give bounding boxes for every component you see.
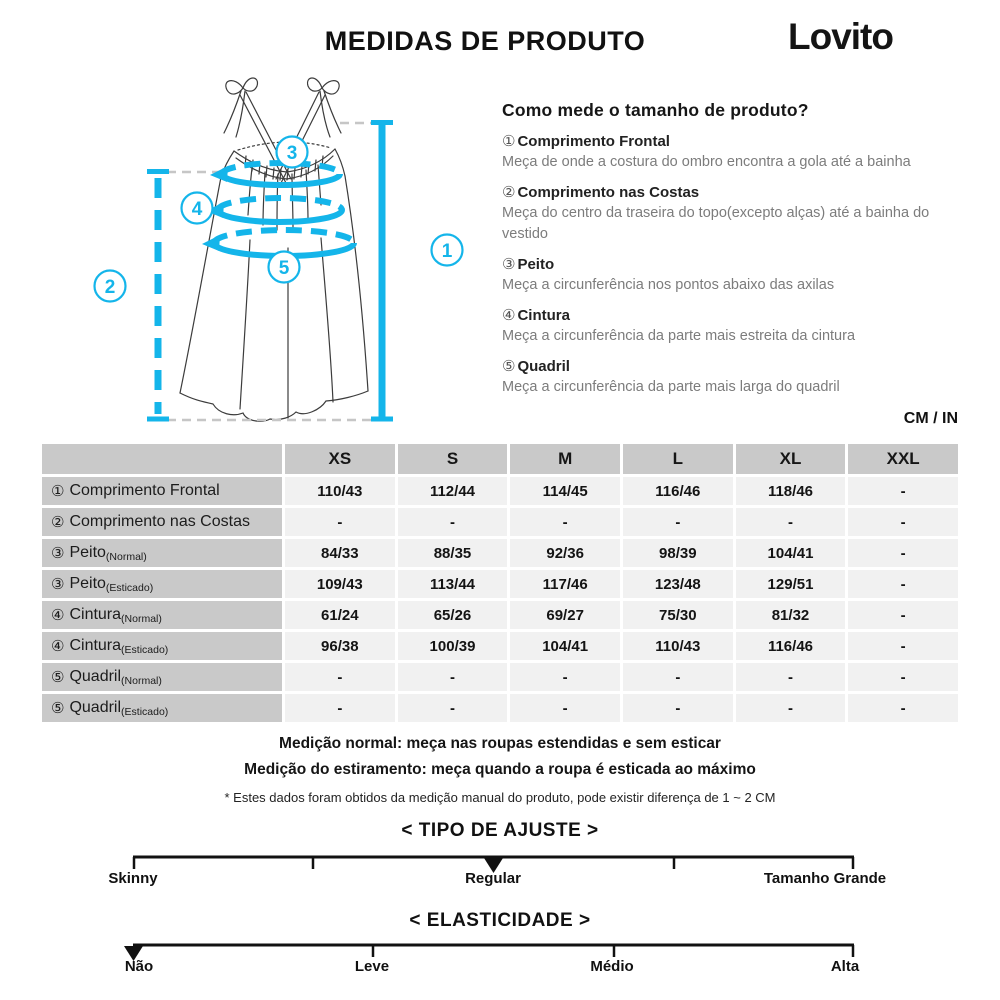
row-qualifier: (Esticado): [121, 706, 169, 718]
size-value: -: [510, 663, 620, 691]
guide-item-label: Comprimento nas Costas: [517, 184, 700, 201]
row-label: [42, 601, 282, 629]
size-value: 96/38: [285, 632, 395, 660]
row-label: [42, 508, 282, 536]
fit-label-skinny: Skinny: [108, 870, 158, 887]
lovito-logo: Lovito: [788, 16, 893, 57]
guide-item-title: [502, 356, 964, 377]
marker-4: 4: [191, 199, 203, 220]
fit-scale-title: < TIPO DE AJUSTE >: [401, 820, 599, 841]
size-value: 104/41: [736, 539, 846, 567]
row-qualifier: (Normal): [105, 551, 147, 563]
measurement-notes: [0, 731, 1000, 805]
size-value: 109/43: [285, 570, 395, 598]
measure-guide: [502, 100, 964, 398]
size-value: -: [510, 508, 620, 536]
elasticity-label-medio: Médio: [590, 958, 634, 975]
size-value: 114/45: [510, 477, 620, 505]
guide-item-number: ⑤: [502, 358, 516, 375]
row-number-icon: ⑤: [51, 669, 65, 686]
guide-item-title: [502, 305, 964, 326]
size-value: 100/39: [398, 632, 508, 660]
size-value: 65/26: [398, 601, 508, 629]
size-value: -: [848, 663, 958, 691]
column-header-m: M: [510, 444, 620, 474]
size-value: -: [848, 570, 958, 598]
size-value: 98/39: [623, 539, 733, 567]
size-value: 84/33: [285, 539, 395, 567]
row-label: [42, 632, 282, 660]
size-value: -: [285, 663, 395, 691]
page-title: MEDIDAS DE PRODUTO: [324, 26, 646, 56]
row-number-icon: ③: [51, 576, 65, 593]
size-value: 123/48: [623, 570, 733, 598]
elasticity-label-leve: Leve: [354, 958, 390, 975]
row-label: [42, 539, 282, 567]
note-normal: Medição normal: meça nas roupas estendidas e sem esticar: [279, 735, 721, 752]
row-label-text: Peito: [69, 575, 106, 592]
row-number-icon: ⑤: [51, 700, 65, 717]
guide-heading: Como mede o tamanho de produto?: [502, 100, 809, 120]
size-value: -: [848, 632, 958, 660]
guide-item-desc: Meça a circunferência da parte mais estreita da cintura: [502, 328, 856, 344]
column-header-l: L: [623, 444, 733, 474]
guide-item-title: [502, 131, 964, 152]
size-value: -: [736, 508, 846, 536]
size-value: -: [398, 508, 508, 536]
column-header-xxl: XXL: [848, 444, 958, 474]
column-header-xl: XL: [736, 444, 846, 474]
row-number-icon: ③: [51, 545, 65, 562]
row-label-text: Comprimento nas Costas: [69, 513, 250, 530]
row-number-icon: ①: [51, 483, 65, 500]
elasticity-label-alta: Alta: [830, 958, 860, 975]
size-value: 129/51: [736, 570, 846, 598]
row-label-text: Cintura: [69, 637, 122, 654]
guide-item-number: ③: [502, 256, 516, 273]
elasticity-scale-title: < ELASTICIDADE >: [409, 910, 591, 931]
size-value: 110/43: [623, 632, 733, 660]
row-number-icon: ④: [51, 638, 65, 655]
guide-item-number: ②: [502, 184, 516, 201]
size-value: 88/35: [398, 539, 508, 567]
note-disclaimer: * Estes dados foram obtidos da medição manual do produto, pode existir diferença de 1 ~ 2 CM: [224, 790, 776, 805]
size-value: -: [623, 663, 733, 691]
row-label: [42, 694, 282, 722]
size-value: 116/46: [736, 632, 846, 660]
fit-label-tamanho-grande: Tamanho Grande: [763, 870, 887, 887]
size-value: -: [398, 694, 508, 722]
guide-item-desc: Meça a circunferência nos pontos abaixo das axilas: [502, 277, 835, 293]
column-header-xs: XS: [285, 444, 395, 474]
guide-item-title: [502, 182, 964, 203]
marker-2: 2: [104, 277, 116, 298]
size-value: -: [623, 694, 733, 722]
size-value: -: [510, 694, 620, 722]
guide-item-label: Quadril: [517, 358, 570, 375]
row-number-icon: ②: [51, 514, 65, 531]
row-label-text: Comprimento Frontal: [69, 482, 220, 499]
size-value: -: [285, 508, 395, 536]
marker-1: 1: [441, 241, 453, 262]
size-value: 61/24: [285, 601, 395, 629]
size-value: -: [285, 694, 395, 722]
guide-item-label: Peito: [517, 256, 555, 273]
dress-diagram-icon: [0, 70, 500, 450]
size-value: 117/46: [510, 570, 620, 598]
guide-item-desc: Meça de onde a costura do ombro encontra a gola até a bainha: [502, 154, 911, 170]
guide-item-number: ①: [502, 133, 516, 150]
row-label-text: Peito: [69, 544, 106, 561]
size-value: -: [848, 477, 958, 505]
guide-item-label: Cintura: [517, 307, 570, 324]
elasticity-label-nao: Não: [124, 958, 154, 975]
row-label: [42, 477, 282, 505]
row-label: [42, 663, 282, 691]
row-label: [42, 570, 282, 598]
size-value: 113/44: [398, 570, 508, 598]
size-value: 81/32: [736, 601, 846, 629]
marker-5: 5: [278, 258, 290, 279]
size-value: -: [848, 508, 958, 536]
table-corner-cell: [42, 444, 282, 474]
size-value: 118/46: [736, 477, 846, 505]
row-label-text: Quadril: [69, 668, 122, 685]
size-value: -: [848, 539, 958, 567]
guide-item-desc: Meça a circunferência da parte mais larga do quadril: [502, 379, 840, 395]
size-table: [42, 444, 958, 722]
column-header-s: S: [398, 444, 508, 474]
row-qualifier: (Esticado): [121, 644, 169, 656]
row-label-text: Cintura: [69, 606, 122, 623]
note-stretch: Medição do estiramento: meça quando a roupa é esticada ao máximo: [244, 761, 756, 778]
row-number-icon: ④: [51, 607, 65, 624]
fit-label-regular: Regular: [465, 870, 521, 887]
guide-item-desc: Meça do centro da traseira do topo(excepto alças) até a bainha do vestido: [502, 205, 930, 242]
guide-item-title: [502, 254, 964, 275]
unit-label: CM / IN: [903, 410, 958, 427]
guide-item-label: Comprimento Frontal: [517, 133, 670, 150]
size-value: -: [623, 508, 733, 536]
size-value: 69/27: [510, 601, 620, 629]
row-qualifier: (Normal): [121, 675, 162, 687]
row-label-text: Quadril: [69, 699, 122, 716]
size-value: 92/36: [510, 539, 620, 567]
row-qualifier: (Normal): [121, 613, 162, 625]
row-qualifier: (Esticado): [105, 582, 154, 594]
size-value: -: [736, 663, 846, 691]
marker-3: 3: [286, 143, 298, 164]
size-value: -: [848, 694, 958, 722]
size-value: 112/44: [398, 477, 508, 505]
size-value: 75/30: [623, 601, 733, 629]
size-value: -: [848, 601, 958, 629]
size-value: -: [398, 663, 508, 691]
size-value: 104/41: [510, 632, 620, 660]
size-value: 116/46: [623, 477, 733, 505]
size-value: 110/43: [285, 477, 395, 505]
size-value: -: [736, 694, 846, 722]
guide-item-number: ④: [502, 307, 516, 324]
